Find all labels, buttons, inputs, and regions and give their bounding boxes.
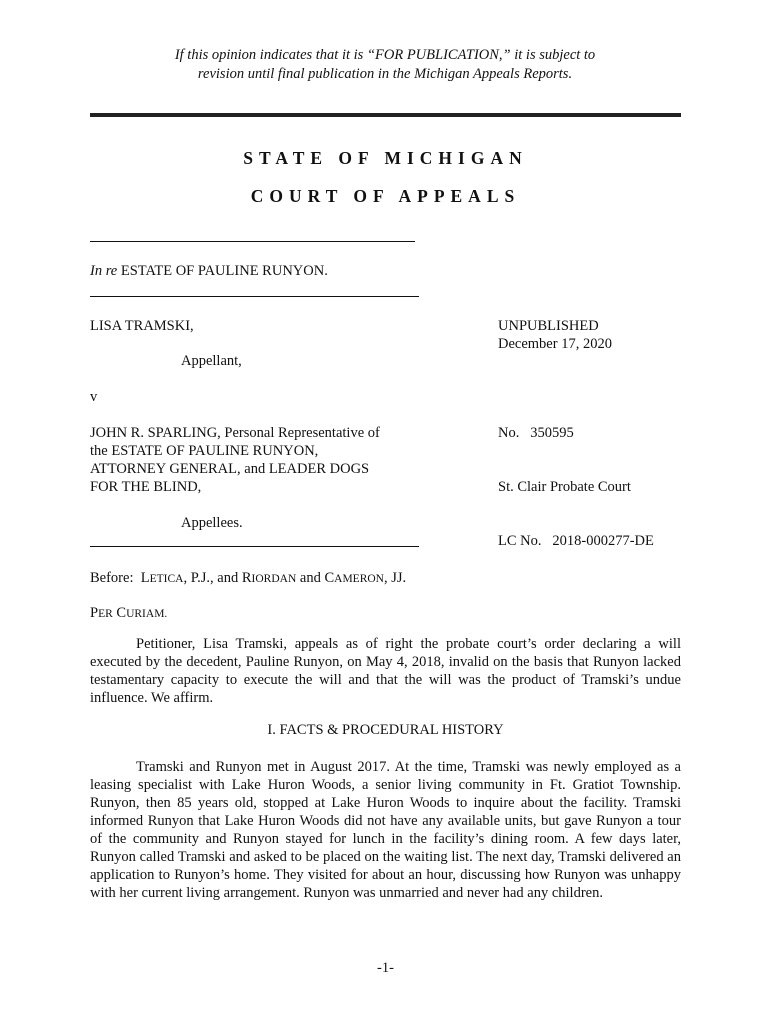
appellant-role: Appellant,: [181, 353, 242, 369]
facts-text: Tramski and Runyon met in August 2017. At the time, Tramski was newly employed as a leasing specialist with Lake Huron Woods, a senior living community in Ft. Gratiot Township. Runyon, then 85 years old, stopped at Lake Huron Woods to inquire about the facility. Tramski informed Runyon that Lake Huron Woods did not have any available units, but gave Runyon a tour of the community and Runyon stayed for lunch in the facility’s dining room. A few days later, Runyon called Tramski and asked to be placed on the waiting list. The next day, Tramski delivered an application to Runyon’s home. They visited for about an hour, discussing how Runyon was unhappy with her current living arrangement. Runyon was unmarried and never had any children.: [90, 759, 681, 901]
lower-court-number: LC No. 2018-000277-DE: [498, 533, 654, 549]
judge-3-rest: AMERON: [334, 573, 384, 585]
judge-1-initial: L: [140, 570, 150, 586]
caption-rule-top: [90, 241, 415, 242]
appellees-line-1: JOHN R. SPARLING, Personal Representative of: [90, 425, 380, 441]
in-re-line: [90, 262, 328, 280]
panel-line: [90, 569, 406, 588]
per-curiam: [90, 604, 167, 623]
judge-1-suffix: , P.J., and: [183, 570, 242, 586]
appellant-name: LISA TRAMSKI,: [90, 318, 194, 334]
docket-number: No. 350595: [498, 425, 574, 441]
judge-3-initial: C: [324, 570, 335, 586]
intro-paragraph: [90, 635, 681, 707]
appellees-block: [90, 424, 380, 496]
per-curiam-p: P: [90, 605, 99, 621]
in-re-prefix: In re: [90, 263, 118, 279]
facts-paragraph: [90, 758, 681, 902]
decision-date: December 17, 2020: [498, 336, 612, 352]
per-curiam-er: ER: [98, 608, 113, 620]
lower-court: St. Clair Probate Court: [498, 479, 631, 495]
versus: v: [90, 389, 98, 405]
publication-status: UNPUBLISHED: [498, 318, 599, 334]
panel-before: Before:: [90, 570, 141, 586]
publication-notice: [90, 46, 680, 84]
per-curiam-uriam: URIAM.: [126, 608, 168, 620]
in-re-name: ESTATE OF PAULINE RUNYON.: [120, 263, 328, 279]
notice-line-2: revision until final publication in the Michigan Appeals Reports.: [197, 66, 573, 82]
header-rule: [90, 113, 681, 117]
judge-3-suffix: , JJ.: [383, 570, 407, 586]
appellees-role: Appellees.: [181, 515, 243, 531]
per-curiam-c: C: [116, 605, 127, 621]
appellees-line-3: ATTORNEY GENERAL, and LEADER DOGS: [90, 461, 370, 477]
court-heading: COURT OF APPEALS: [250, 186, 521, 206]
case-status-block: [498, 317, 612, 353]
appellees-line-2: the ESTATE OF PAULINE RUNYON,: [90, 443, 319, 459]
state-heading: STATE OF MICHIGAN: [243, 148, 528, 168]
caption-rule-bottom: [90, 546, 419, 547]
page-number: -1-: [377, 960, 394, 976]
appellees-line-4: FOR THE BLIND,: [90, 479, 202, 495]
docket-block: [498, 388, 654, 568]
panel-and: and: [296, 570, 325, 586]
notice-line-1: If this opinion indicates that it is “FOR PUBLICATION,” it is subject to: [174, 47, 596, 63]
intro-text: Petitioner, Lisa Tramski, appeals as of right the probate court’s order declaring a will executed by the decedent, Pauline Runyon, on May 4, 2018, invalid on the basis that Runyon lacked testamentary capacity to execute the will and that the will was the product of Tramski’s undue influence. We affirm.: [90, 636, 681, 706]
caption-rule-middle: [90, 296, 419, 297]
judge-1-rest: ETICA: [149, 573, 184, 585]
judge-2-rest: IORDAN: [251, 573, 297, 585]
judge-2-initial: R: [241, 570, 252, 586]
section-heading: I. FACTS & PROCEDURAL HISTORY: [267, 722, 504, 738]
